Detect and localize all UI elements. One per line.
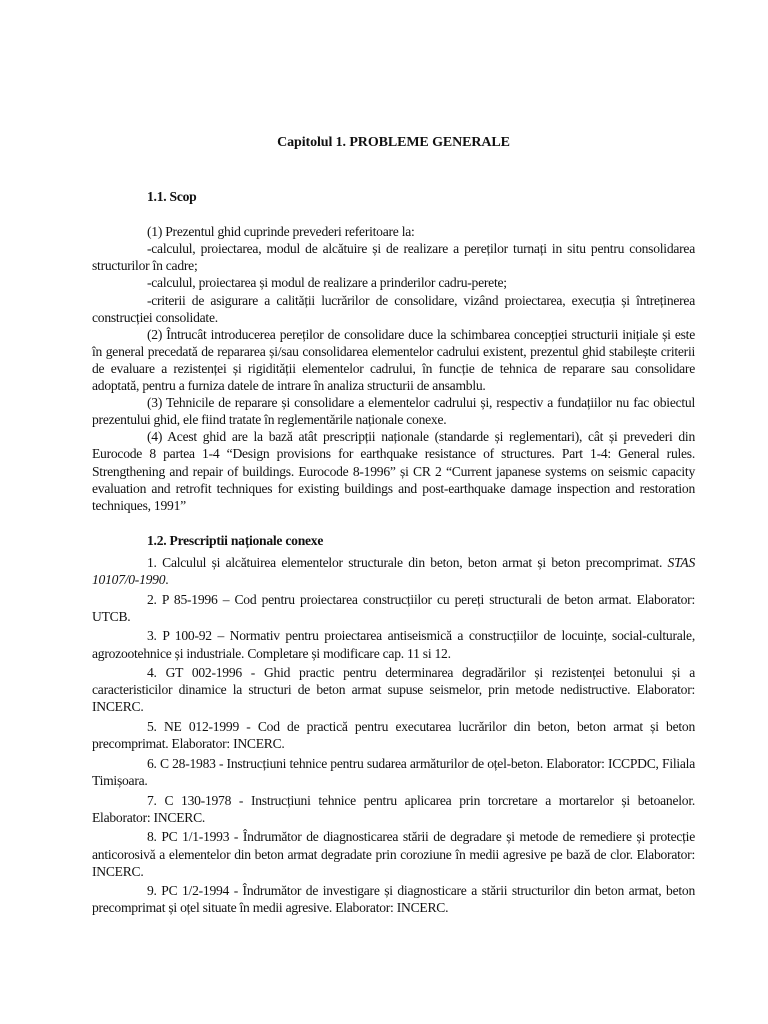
paragraph: (1) Prezentul ghid cuprinde prevederi referitoare la: [147, 224, 415, 240]
reference-end: . [165, 571, 169, 587]
paragraph: (2) Întrucât introducerea pereților de consolidare duce la schimbarea concepției structurii inițiale și este în general precedată de repararea și/sau consolidarea elementelor cadrului existent, prezentul ghid stabilește criterii de evaluare a rezistenței și rigidității elementelor cadrului, în funcție de tehnica de reparare sau consolidare adoptată, pentru a furniza datele de intrare în analiza structurii de ansamblu. [92, 326, 695, 394]
reference-item: 9. PC 1/2-1994 - Îndrumător de investigare și diagnosticare a stării structurilor din beton armat, beton precomprimat și oțel situate în medii agresive. Elaborator: INCERC. [92, 883, 695, 916]
paragraph: (4) Acest ghid are la bază atât prescripții naționale (standarde și reglementari), cât și prevederi din Eurocode 8 partea 1-4 “Design provisions for earthquake resistance of structures. Part 1-4: General rules. Strengthening and repair of buildings. Eurocode 8-1996” și CR 2 “Current japanese systems on seismic capacity evaluation and retrofit techniques for existing buildings and post-earthquake damage inspection and restoration techniques, 1991” [92, 429, 695, 513]
reference-item: 2. P 85-1996 – Cod pentru proiectarea construcțiilor cu pereți structurali de beton armat. Elaborator: UTCB. [92, 591, 695, 624]
paragraph: -criterii de asigurare a calității lucrărilor de consolidare, vizând proiectarea, execuția și întreținerea construcției consolidate. [92, 292, 695, 325]
reference-item: 3. P 100-92 – Normativ pentru proiectarea antiseismică a construcțiilor de locuințe, social-culturale, agrozootehnice și industriale. Completare și modificare cap. 11 si 12. [92, 628, 695, 661]
document-body [92, 134, 695, 919]
section-heading-scop: 1.1. Scop [147, 189, 197, 205]
reference-standard-code: STAS 10107/0-1990 [92, 554, 695, 587]
chapter-title: Capitolul 1. PROBLEME GENERALE [277, 135, 510, 150]
section-heading-prescriptii: 1.2. Prescriptii naționale conexe [147, 532, 324, 548]
reference-item: 7. C 130-1978 - Instrucțiuni tehnice pentru aplicarea prin torcretare a mortarelor și betoanelor. Elaborator: INCERC. [92, 792, 695, 825]
reference-item: 4. GT 002-1996 - Ghid practic pentru determinarea degradărilor și rezistenței betonului și a caracteristicilor dinamice la structuri de beton armat supuse seismelor, prin metode nedistructive. Elaborator: INCERC. [92, 665, 695, 715]
reference-item: 5. NE 012-1999 - Cod de practică pentru executarea lucrărilor din beton, beton armat și beton precomprimat. Elaborator: INCERC. [92, 719, 695, 752]
paragraph: (3) Tehnicile de reparare și consolidare a elementelor cadrului și, respectiv a fundațiilor nu fac obiectul prezentului ghid, ele fiind tratate în reglementările naționale conexe. [92, 395, 695, 428]
reference-item: 8. PC 1/1-1993 - Îndrumător de diagnosticarea stării de degradare și metode de remediere și protecție anticorosivă a elementelor din beton armat degradate prin coroziune în medii agresive pe bază de clor. Elaborator: INCERC. [92, 829, 695, 879]
paragraph: -calculul, proiectarea, modul de alcătuire și de realizare a pereților turnați in situ pentru consolidarea structurilor în cadre; [92, 241, 695, 274]
paragraph: -calculul, proiectarea și modul de realizare a prinderilor cadru-perete; [147, 275, 507, 291]
reference-item: 6. C 28-1983 - Instrucțiuni tehnice pentru sudarea armăturilor de oțel-beton. Elaborator: ICCPDC, Filiala Timișoara. [92, 755, 695, 788]
reference-item [92, 554, 695, 588]
reference-text: 1. Calculul și alcătuirea elementelor structurale din beton, beton armat și beton precomprimat. [147, 554, 668, 570]
